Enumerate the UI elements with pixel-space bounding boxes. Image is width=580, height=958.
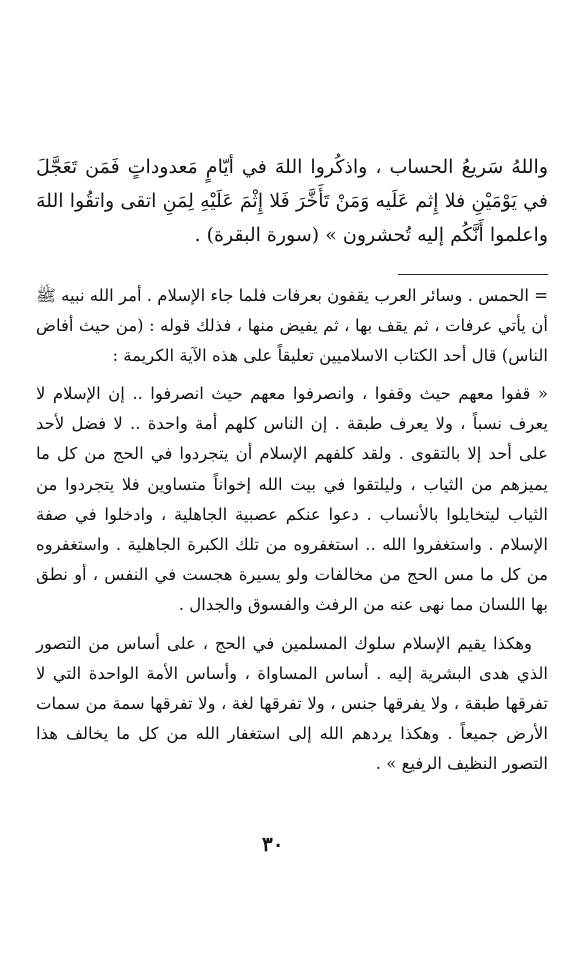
quoted-commentary: « قفوا معهم حيث وقفوا ، وانصرفوا معهم حيث انصرفوا .. إن الإسلام لا يعرف نسباً ، ولا يعرف طبقة . إن الناس كلهم أمة واحدة .. لا فضل لأحد على أحد إلا بالتقوى . ولقد كلفهم الإسلام أن يتجردوا في الحج من كل ما يميزهم من الثياب ، وليلتقوا في بيت الله إخواناً متساوين فلا يتجردوا من الثياب ليتخايلوا بالأنساب . دعوا عنكم عصبية الجاهلية ، وادخلوا في صفة الإسلام . واستغفروا الله .. استغفروه من تلك الكبرة الجاهلية . واستغفروه من كل ما مس الحج من مخالفات ولو يسيرة هجست في النفس ، أو نطق بها اللسان مما نهى عنه من الرفث والفسوق والجدال . [36, 384, 548, 615]
footnote-text: = الحمس . وسائر العرب يقفون بعرفات فلما جاء الإسلام . أمر الله نبيه ﷺ أن يأتي عرفات ، ثم يقف بها ، ثم يفيض منها ، فذلك قوله : (من حيث أفاض الناس) قال أحد الكتاب الاسلاميين تعليقاً على هذه الآية الكريمة : [36, 286, 548, 365]
quran-verse: واللهُ سَريعُ الحساب ، واذكُروا اللهَ في أيّامٍ مَعدوداتٍ فَمَن تَعَجَّلَ في يَوْمَيْنِ فلا إِثم عَلَيه وَمَنْ تَأَخَّرَ فَلا إِثْمَ عَلَيْهِ لِمَنِ اتقى واتقُوا اللهَ واعلموا أَنَّكُم إليه تُحشرون » (سورة البقرة) . [36, 156, 548, 246]
page-body [36, 150, 548, 780]
footnote-divider [398, 274, 548, 275]
closing-paragraph: وهكذا يقيم الإسلام سلوك المسلمين في الحج ، على أساس من التصور الذي هدى البشرية إليه . أساس المساواة ، وأساس الأمة الواحدة التي لا تفرقها طبقة ، ولا يفرقها جنس ، ولا تفرقها لغة ، ولا تفرقها سمة من سمات الأرض جميعاً . وهكذا يردهم الله إلى استغفار الله من كل ما يخالف هذا التصور النظيف الرفيع » . [36, 633, 548, 774]
page-number: ٣٠ [262, 832, 284, 856]
